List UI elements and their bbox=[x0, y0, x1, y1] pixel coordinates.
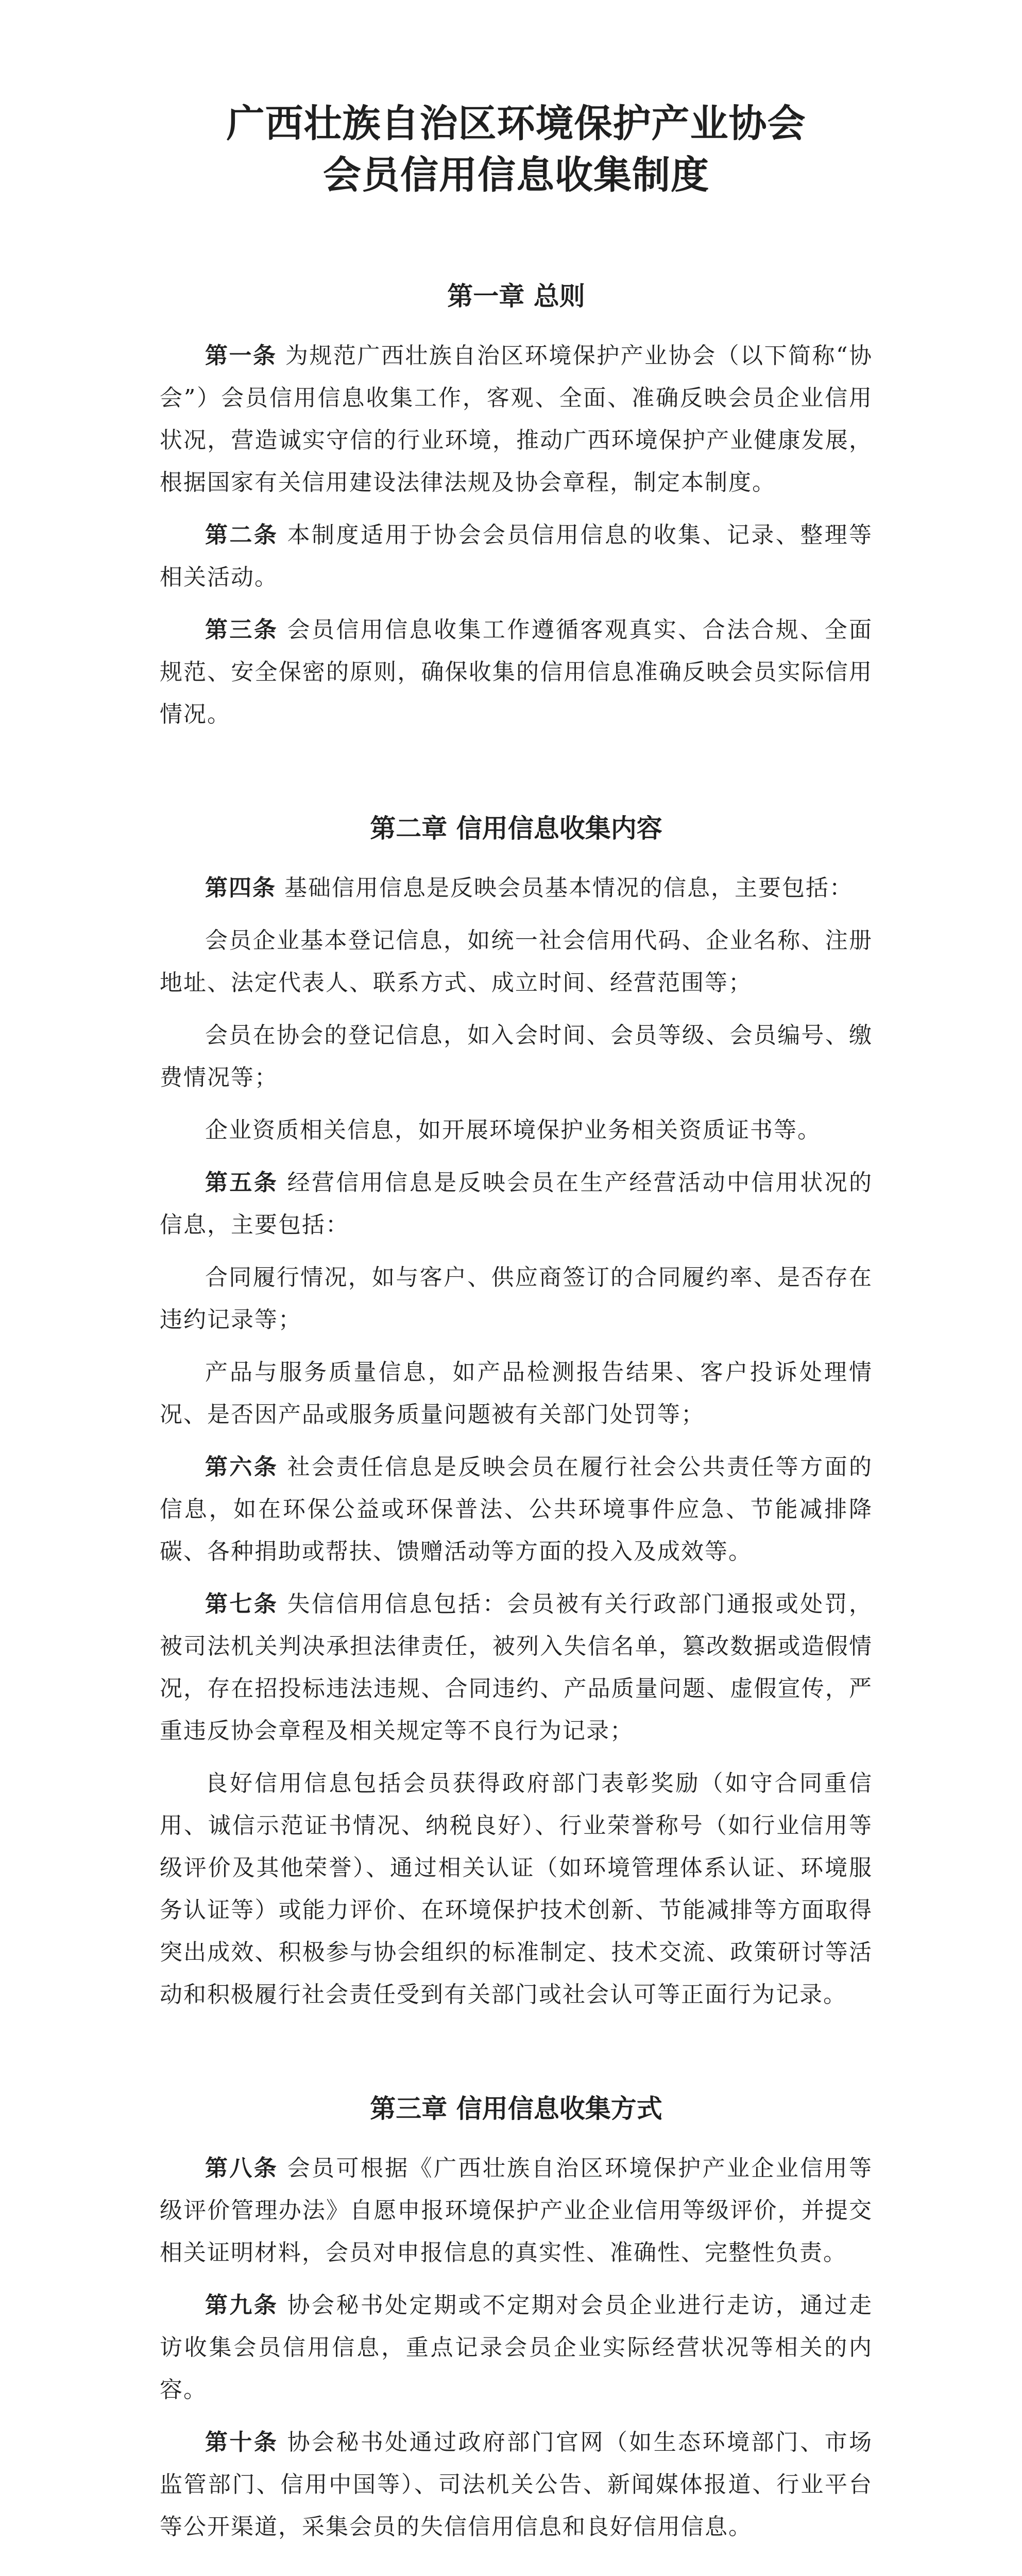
article-paragraph bbox=[160, 609, 873, 736]
article-paragraph bbox=[160, 1446, 873, 1573]
article-label: 第六条 bbox=[205, 1454, 279, 1480]
paragraph-text: 产品与服务质量信息，如产品检测报告结果、客户投诉处理情况、是否因产品或服务质量问题被有关部门处罚等； bbox=[160, 1359, 873, 1428]
paragraph-text: 良好信用信息包括会员获得政府部门表彰奖励（如守合同重信用、诚信示范证书情况、纳税良好）、行业荣誉称号（如行业信用等级评价及其他荣誉）、通过相关认证（如环境管理体系认证、环境服务认证等）或能力评价、在环境保护技术创新、节能减排等方面取得突出成效、积极参与协会组织的标准制定、技术交流、政策研讨等活动和积极履行社会责任受到有关部门或社会认可等正面行为记录。 bbox=[160, 1770, 873, 2008]
article-paragraph bbox=[160, 2147, 873, 2274]
document-title-line-1: 广西壮族自治区环境保护产业协会 bbox=[226, 101, 806, 146]
article-text: 基础信用信息是反映会员基本情况的信息，主要包括： bbox=[276, 875, 853, 901]
paragraph-text: 会员企业基本登记信息，如统一社会信用代码、企业名称、注册地址、法定代表人、联系方式、成立时间、经营范围等； bbox=[160, 927, 873, 996]
paragraph-text: 合同履行情况，如与客户、供应商签订的合同履约率、是否存在违约记录等； bbox=[160, 1264, 873, 1333]
sub-paragraph bbox=[160, 1351, 873, 1436]
article-label: 第一条 bbox=[205, 343, 277, 369]
article-label: 第九条 bbox=[205, 2292, 279, 2318]
article-paragraph bbox=[160, 335, 873, 504]
article-label: 第二条 bbox=[205, 522, 279, 548]
sub-paragraph bbox=[160, 1109, 873, 1151]
article-paragraph bbox=[160, 2421, 873, 2548]
paragraph-text: 企业资质相关信息，如开展环境保护业务相关资质证书等。 bbox=[205, 1117, 821, 1143]
article-text: 经营信用信息是反映会员在生产经营活动中信用状况的信息，主要包括： bbox=[160, 1170, 873, 1238]
article-text: 会员可根据《广西壮族自治区环境保护产业企业信用等级评价管理办法》自愿申报环境保护产业企业信用等级评价，并提交相关证明材料，会员对申报信息的真实性、准确性、完整性负责。 bbox=[160, 2155, 873, 2266]
document-title-line-2: 会员信用信息收集制度 bbox=[323, 153, 709, 197]
chapter-3 bbox=[160, 2091, 873, 2548]
paragraph-text: 会员在协会的登记信息，如入会时间、会员等级、会员编号、缴费情况等； bbox=[160, 1022, 873, 1091]
article-label: 第七条 bbox=[205, 1591, 279, 1617]
sub-paragraph bbox=[160, 1257, 873, 1341]
article-paragraph bbox=[160, 2284, 873, 2411]
article-paragraph bbox=[160, 1583, 873, 1752]
article-label: 第三条 bbox=[205, 617, 279, 643]
article-text: 会员信用信息收集工作遵循客观真实、合法合规、全面规范、安全保密的原则，确保收集的信用信息准确反映会员实际信用情况。 bbox=[160, 617, 873, 727]
article-paragraph bbox=[160, 1162, 873, 1246]
chapter-1 bbox=[160, 278, 873, 736]
article-text: 协会秘书处定期或不定期对会员企业进行走访，通过走访收集会员信用信息，重点记录会员企业实际经营状况等相关的内容。 bbox=[160, 2292, 873, 2403]
article-paragraph bbox=[160, 867, 873, 909]
article-paragraph bbox=[160, 514, 873, 599]
chapter-heading: 第三章 信用信息收集方式 bbox=[370, 2094, 662, 2124]
chapter-heading: 第二章 信用信息收集内容 bbox=[370, 814, 662, 843]
chapter-2 bbox=[160, 810, 873, 2016]
article-text: 社会责任信息是反映会员在履行社会公共责任等方面的信息，如在环保公益或环保普法、公共环境事件应急、节能减排降碳、各种捐助或帮扶、馈赠活动等方面的投入及成效等。 bbox=[160, 1454, 873, 1565]
article-text: 本制度适用于协会会员信用信息的收集、记录、整理等相关活动。 bbox=[160, 522, 873, 590]
sub-paragraph bbox=[160, 1762, 873, 2016]
article-label: 第五条 bbox=[205, 1170, 279, 1196]
sub-paragraph bbox=[160, 920, 873, 1004]
sub-paragraph bbox=[160, 1014, 873, 1099]
article-label: 第十条 bbox=[205, 2429, 279, 2455]
article-text: 为规范广西壮族自治区环境保护产业协会（以下简称“协会”）会员信用信息收集工作，客观、全面、准确反映会员企业信用状况，营造诚实守信的行业环境，推动广西环境保护产业健康发展，根据国家有关信用建设法律法规及协会章程，制定本制度。 bbox=[160, 343, 873, 496]
article-label: 第四条 bbox=[205, 875, 276, 901]
article-text: 协会秘书处通过政府部门官网（如生态环境部门、市场监管部门、信用中国等）、司法机关公告、新闻媒体报道、行业平台等公开渠道，采集会员的失信信用信息和良好信用信息。 bbox=[160, 2429, 873, 2540]
article-text: 失信信用信息包括：会员被有关行政部门通报或处罚，被司法机关判决承担法律责任，被列入失信名单，篡改数据或造假情况，存在招投标违法违规、合同违约、产品质量问题、虚假宣传，严重违反协会章程及相关规定等不良行为记录； bbox=[160, 1591, 873, 1744]
article-label: 第八条 bbox=[205, 2155, 279, 2181]
chapter-heading: 第一章 总则 bbox=[447, 281, 585, 311]
